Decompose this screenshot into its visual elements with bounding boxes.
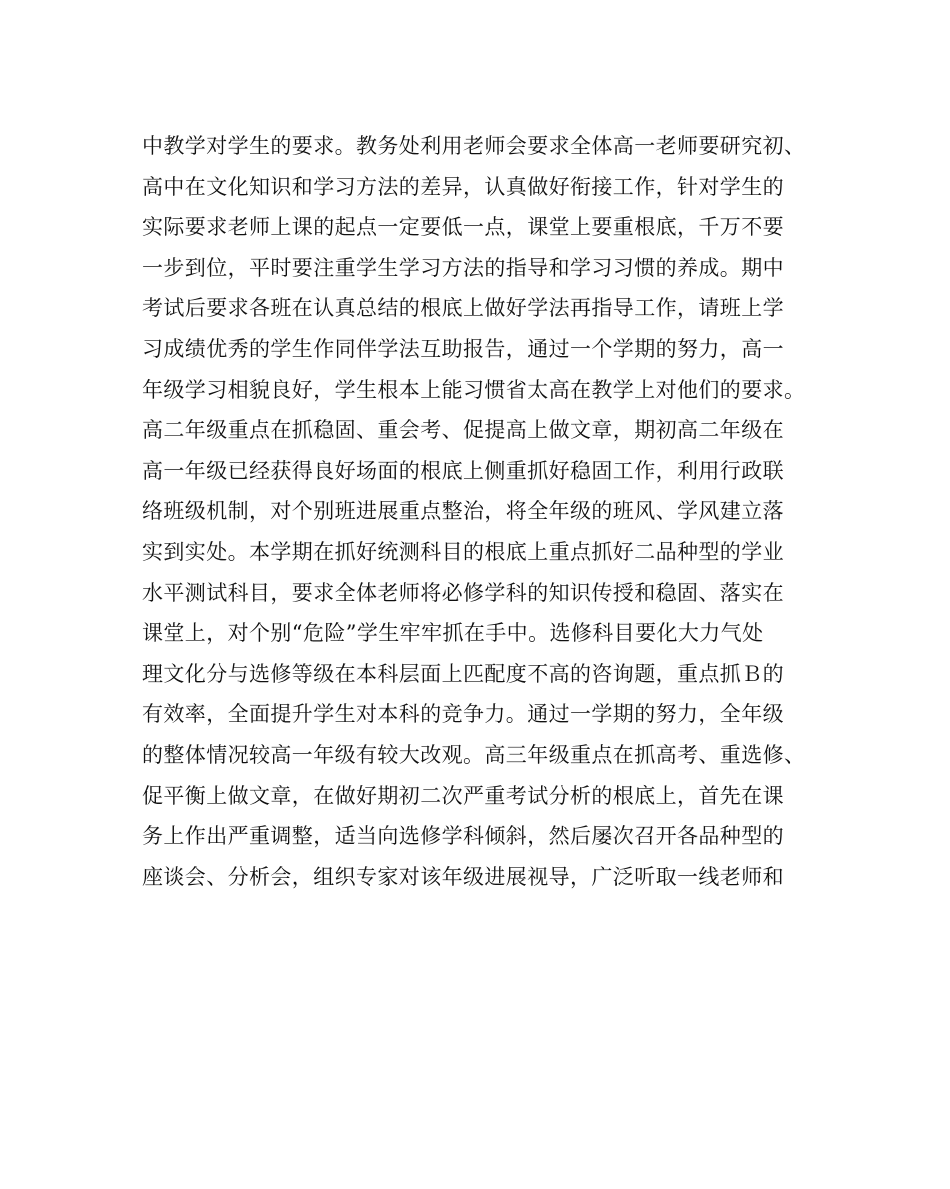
text-line: 理文化分与选修等级在本科层面上匹配度不高的咨询题，重点抓Ｂ的 bbox=[142, 661, 784, 686]
text-line: 水平测试科目，要求全体老师将必修学科的知识传授和稳固、落实在 bbox=[142, 580, 784, 605]
text-line: 高二年级重点在抓稳固、重会考、促提高上做文章，期初高二年级在 bbox=[142, 418, 784, 443]
text-line: 实到实处。本学期在抓好统测科目的根底上重点抓好二品种型的学业 bbox=[142, 539, 784, 564]
text-line: 一步到位，平时要注重学生学习方法的指导和学习习惯的养成。期中 bbox=[142, 255, 784, 280]
text-line: 习成绩优秀的学生作同伴学法互助报告，通过一个学期的努力，高一 bbox=[142, 336, 784, 361]
text-line: 座谈会、分析会，组织专家对该年级进展视导，广泛听取一线老师和 bbox=[142, 864, 784, 889]
text-line: 有效率，全面提升学生对本科的竞争力。通过一学期的努力，全年级 bbox=[142, 702, 784, 727]
text-line: 务上作出严重调整，适当向选修学科倾斜，然后屡次召开各品种型的 bbox=[142, 824, 784, 849]
text-line: 年级学习相貌良好，学生根本上能习惯省太高在教学上对他们的要求。 bbox=[142, 377, 806, 402]
text-line: 促平衡上做文章，在做好期初二次严重考试分析的根底上，首先在课 bbox=[142, 783, 784, 808]
text-line: 的整体情况较高一年级有较大改观。高三年级重点在抓高考、重选修、 bbox=[142, 742, 806, 767]
text-line: 高一年级已经获得良好场面的根底上侧重抓好稳固工作，利用行政联 bbox=[142, 458, 784, 483]
body-text bbox=[142, 126, 822, 897]
text-line: 实际要求老师上课的起点一定要低一点，课堂上要重根底，千万不要 bbox=[142, 215, 784, 240]
text-line: 中教学对学生的要求。教务处利用老师会要求全体高一老师要研究初、 bbox=[142, 134, 806, 158]
text-line: 络班级机制，对个别班进展重点整治，将全年级的班风、学风建立落 bbox=[142, 499, 784, 524]
text-line: 考试后要求各班在认真总结的根底上做好学法再指导工作，请班上学 bbox=[142, 296, 784, 321]
text-line: 课堂上，对个别“危险”学生牢牢抓在手中。选修科目要化大力气处 bbox=[142, 621, 764, 646]
text-line: 高中在文化知识和学习方法的差异，认真做好衔接工作，针对学生的 bbox=[142, 174, 784, 199]
